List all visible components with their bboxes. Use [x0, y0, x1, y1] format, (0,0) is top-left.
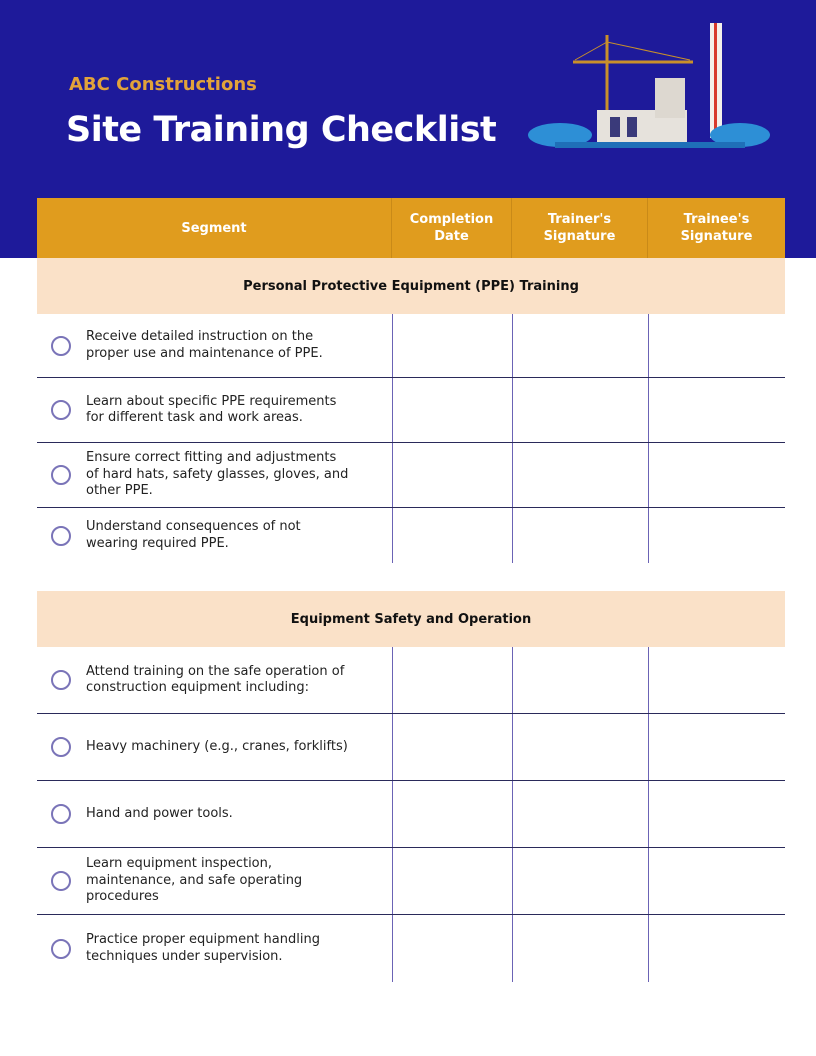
item-text: Attend training on the safe operation of construction equipment including:	[86, 663, 345, 695]
section-title: Equipment Safety and Operation	[37, 591, 785, 647]
column-header-segment: Segment	[37, 198, 392, 258]
item-text: Heavy machinery (e.g., cranes, forklifts)	[86, 738, 348, 754]
trainer-signature-cell[interactable]	[512, 781, 648, 847]
checkbox-circle-icon[interactable]	[51, 670, 71, 690]
trainee-signature-cell[interactable]	[648, 714, 785, 780]
table-row	[37, 378, 785, 443]
trainee-signature-cell[interactable]	[648, 781, 785, 847]
table-row	[37, 314, 785, 378]
segment-cell	[37, 314, 392, 377]
table-row	[37, 848, 785, 915]
completion-date-cell[interactable]	[392, 714, 512, 780]
table-row	[37, 781, 785, 848]
section-ppe	[37, 258, 785, 563]
trainee-signature-cell[interactable]	[648, 647, 785, 713]
trainer-signature-cell[interactable]	[512, 714, 648, 780]
construction-illustration-icon	[525, 20, 775, 155]
segment-cell	[37, 378, 392, 442]
segment-cell	[37, 443, 392, 507]
segment-cell	[37, 714, 392, 780]
checkbox-circle-icon[interactable]	[51, 465, 71, 485]
completion-date-cell[interactable]	[392, 378, 512, 442]
item-text: Learn about specific PPE requirements for different task and work areas.	[86, 393, 337, 425]
table-row	[37, 508, 785, 563]
checkbox-circle-icon[interactable]	[51, 526, 71, 546]
segment-cell	[37, 647, 392, 713]
checkbox-circle-icon[interactable]	[51, 871, 71, 891]
completion-date-cell[interactable]	[392, 915, 512, 982]
segment-cell	[37, 508, 392, 563]
column-header-trainee-signature: Trainee's Signature	[680, 212, 753, 244]
trainee-signature-cell[interactable]	[648, 915, 785, 982]
trainee-signature-cell[interactable]	[648, 378, 785, 442]
segment-cell	[37, 848, 392, 914]
trainee-signature-cell[interactable]	[648, 848, 785, 914]
completion-date-cell[interactable]	[392, 781, 512, 847]
item-text: Hand and power tools.	[86, 805, 233, 821]
checkbox-circle-icon[interactable]	[51, 336, 71, 356]
trainee-signature-cell[interactable]	[648, 443, 785, 507]
table-header	[37, 198, 785, 258]
completion-date-cell[interactable]	[392, 508, 512, 563]
completion-date-cell[interactable]	[392, 314, 512, 377]
trainer-signature-cell[interactable]	[512, 378, 648, 442]
segment-cell	[37, 915, 392, 982]
section-title: Personal Protective Equipment (PPE) Training	[37, 258, 785, 314]
item-text: Practice proper equipment handling techniques under supervision.	[86, 932, 320, 964]
item-text: Understand consequences of not wearing required PPE.	[86, 519, 301, 551]
trainer-signature-cell[interactable]	[512, 915, 648, 982]
completion-date-cell[interactable]	[392, 647, 512, 713]
completion-date-cell[interactable]	[392, 848, 512, 914]
company-name: ABC Constructions	[69, 74, 257, 95]
segment-cell	[37, 781, 392, 847]
table-row	[37, 443, 785, 508]
completion-date-cell[interactable]	[392, 443, 512, 507]
column-header-completion-date: Completion Date	[392, 198, 512, 258]
trainer-signature-cell[interactable]	[512, 314, 648, 377]
table-row	[37, 915, 785, 982]
checkbox-circle-icon[interactable]	[51, 400, 71, 420]
page-title: Site Training Checklist	[66, 110, 497, 150]
item-text: Ensure correct fitting and adjustments of hard hats, safety glasses, gloves, and other PPE.	[86, 450, 349, 499]
trainee-signature-cell[interactable]	[648, 508, 785, 563]
trainer-signature-cell[interactable]	[512, 848, 648, 914]
table-row	[37, 714, 785, 781]
trainer-signature-cell[interactable]	[512, 647, 648, 713]
item-text: Receive detailed instruction on the proper use and maintenance of PPE.	[86, 329, 323, 361]
section-equipment	[37, 591, 785, 982]
checkbox-circle-icon[interactable]	[51, 737, 71, 757]
checkbox-circle-icon[interactable]	[51, 804, 71, 824]
trainee-signature-cell[interactable]	[648, 314, 785, 377]
checkbox-circle-icon[interactable]	[51, 939, 71, 959]
trainer-signature-cell[interactable]	[512, 508, 648, 563]
column-header-trainer-signature: Trainer's Signature	[512, 198, 648, 258]
item-text: Learn equipment inspection, maintenance, and safe operating procedures	[86, 856, 303, 905]
trainer-signature-cell[interactable]	[512, 443, 648, 507]
table-row	[37, 647, 785, 714]
